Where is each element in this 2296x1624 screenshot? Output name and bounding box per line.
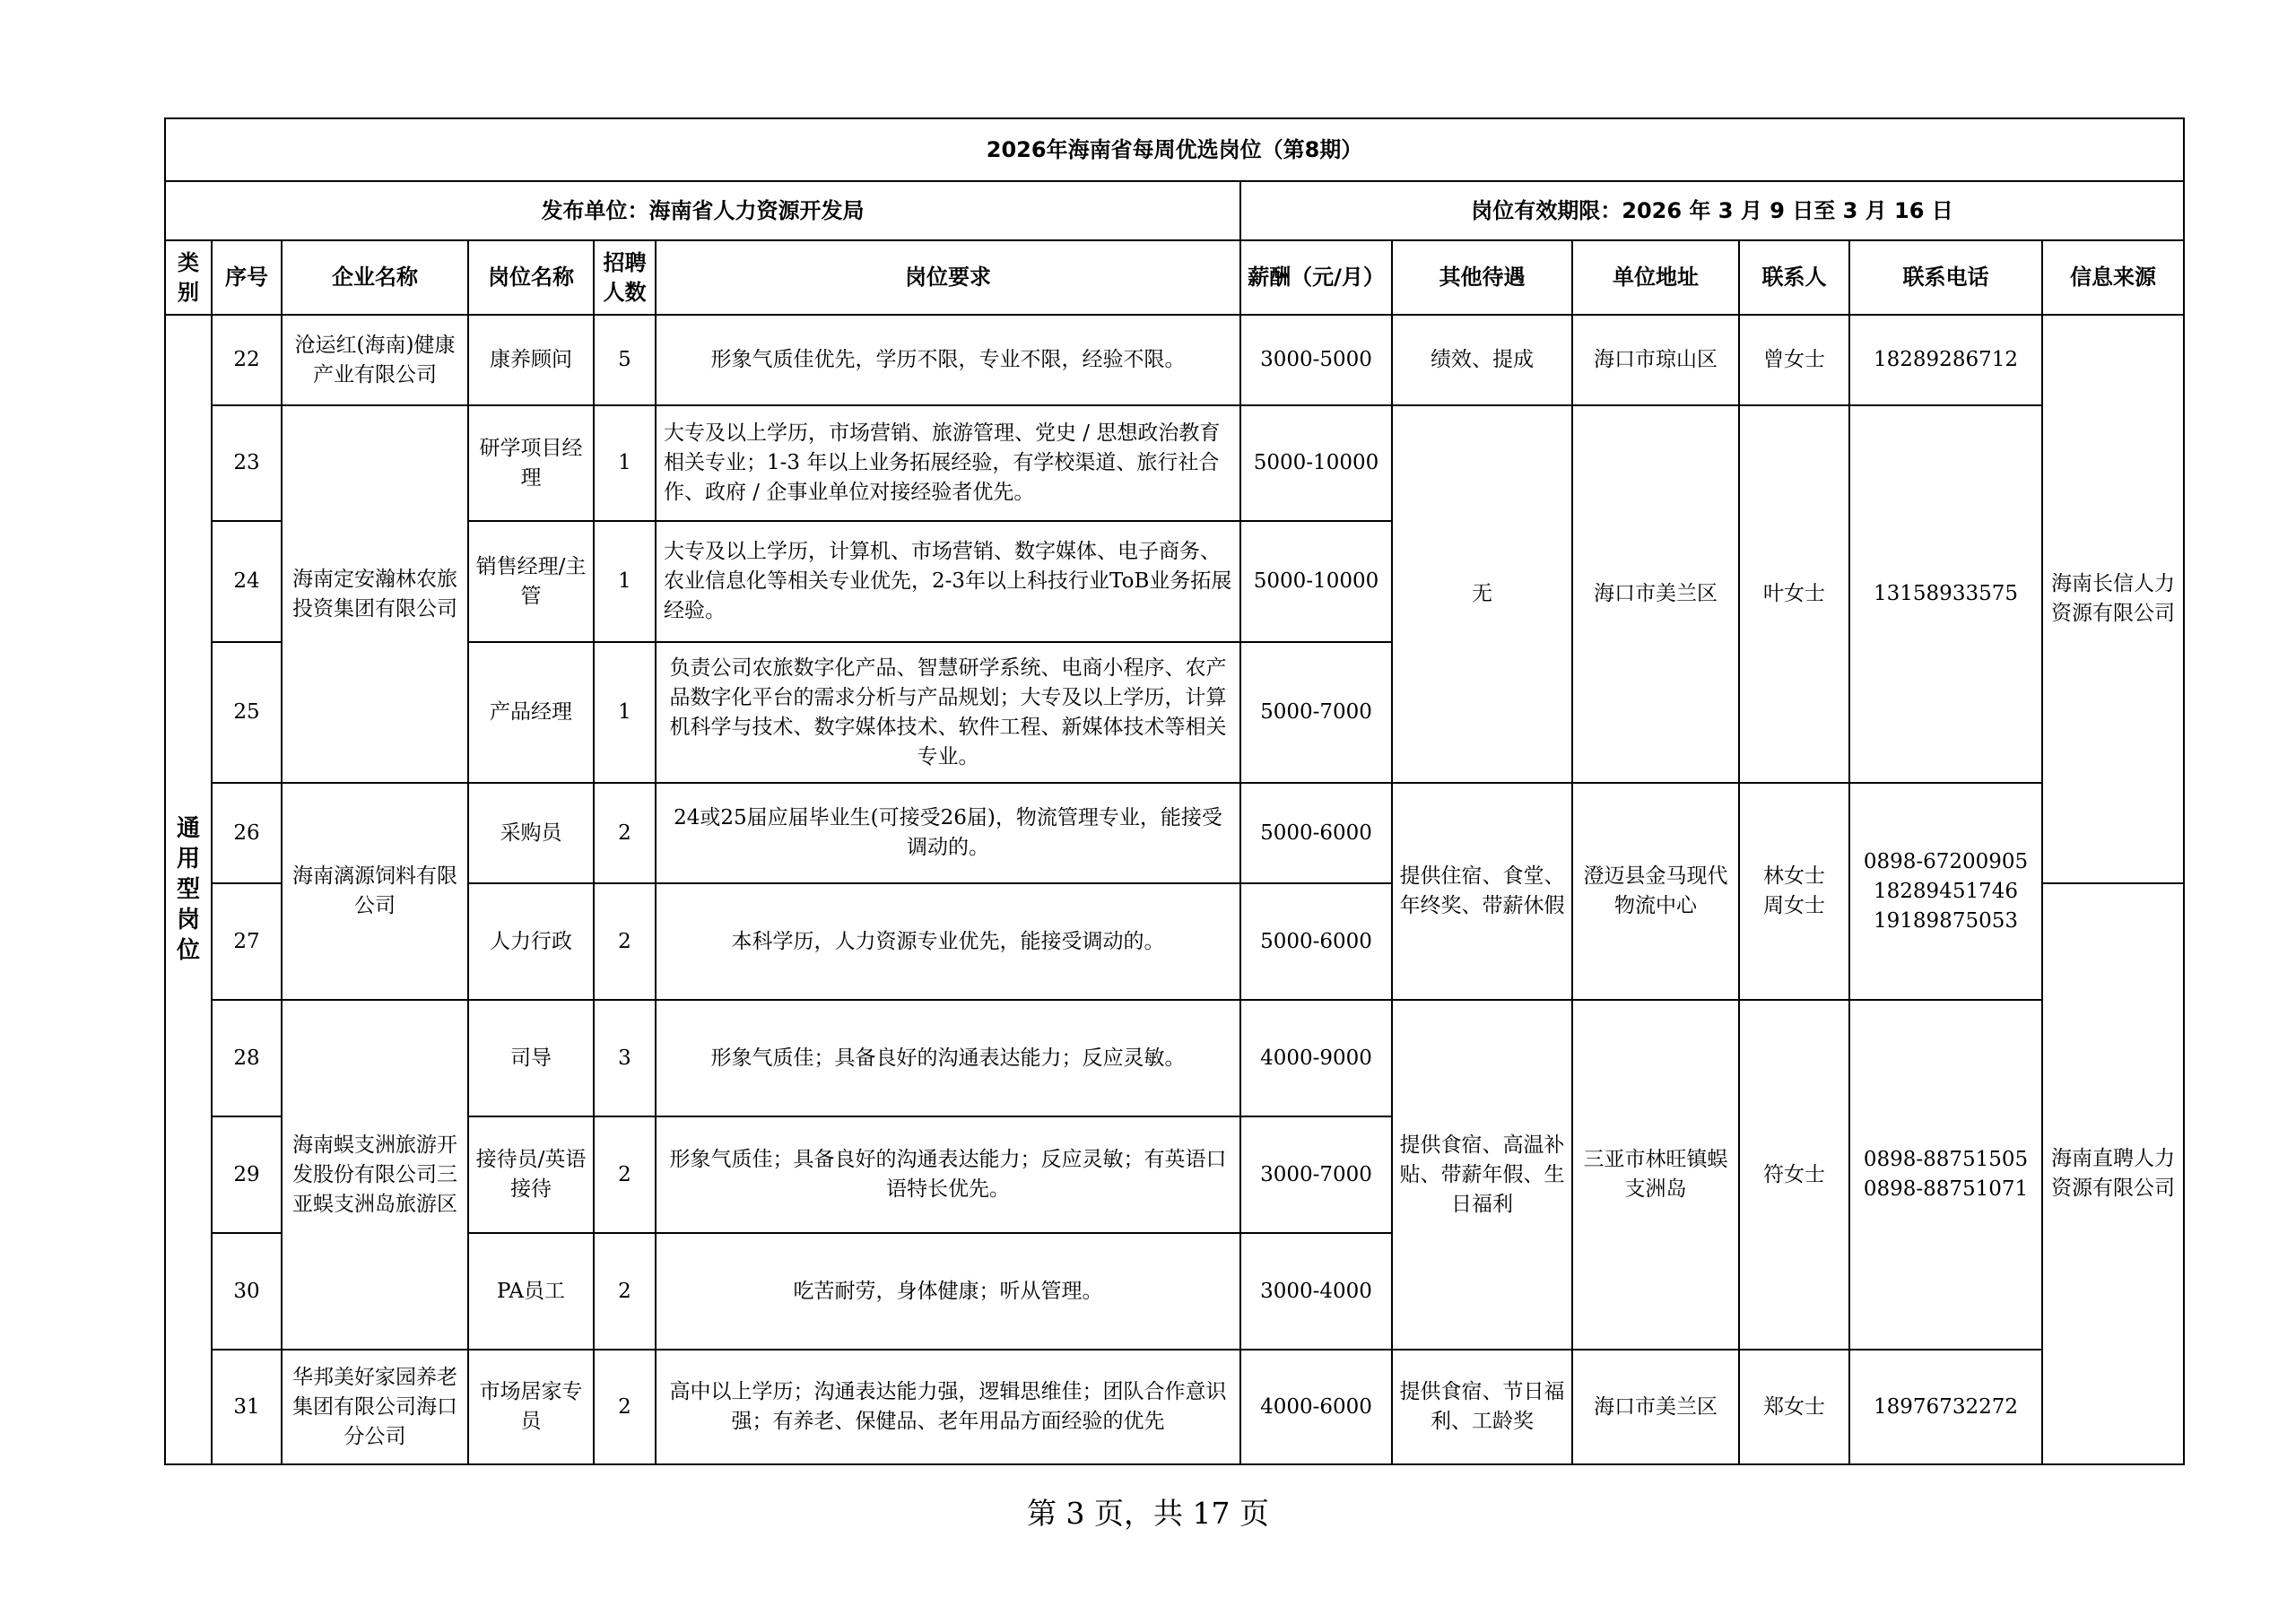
phone bbox=[1849, 1000, 2042, 1350]
position-name: PA员工 bbox=[468, 1233, 594, 1350]
requirements: 形象气质佳；具备良好的沟通表达能力；反应灵敏。 bbox=[656, 1000, 1240, 1116]
salary: 5000-10000 bbox=[1240, 521, 1392, 642]
hire-count: 2 bbox=[594, 1233, 656, 1350]
contact: 叶女士 bbox=[1739, 405, 1849, 783]
address: 澄迈县金马现代物流中心 bbox=[1572, 783, 1739, 1000]
table-row bbox=[165, 315, 2184, 405]
phone-1: 0898-67200905 bbox=[1863, 849, 2029, 873]
job-table bbox=[164, 117, 2185, 1465]
publisher-row bbox=[165, 181, 2184, 240]
address: 海口市琼山区 bbox=[1572, 315, 1739, 405]
company-name: 海南漓源饲料有限公司 bbox=[282, 783, 468, 1000]
row-index: 25 bbox=[212, 642, 282, 783]
company-name: 海南蜈支洲旅游开发股份有限公司三亚蜈支洲岛旅游区 bbox=[282, 1000, 468, 1350]
phone-2: 0898-88751071 bbox=[1863, 1177, 2029, 1201]
header-benefits: 其他待遇 bbox=[1392, 240, 1572, 315]
salary: 5000-6000 bbox=[1240, 883, 1392, 1000]
phone: 18289286712 bbox=[1849, 315, 2042, 405]
salary: 4000-6000 bbox=[1240, 1350, 1392, 1464]
info-source: 海南直聘人力资源有限公司 bbox=[2042, 883, 2184, 1464]
category-cell: 通用型岗位 bbox=[165, 315, 212, 1464]
benefits: 提供住宿、食堂、年终奖、带薪休假 bbox=[1392, 783, 1572, 1000]
benefits: 无 bbox=[1392, 405, 1572, 783]
row-index: 24 bbox=[212, 521, 282, 642]
header-contact: 联系人 bbox=[1739, 240, 1849, 315]
header-index: 序号 bbox=[212, 240, 282, 315]
requirements: 形象气质佳优先，学历不限，专业不限，经验不限。 bbox=[656, 315, 1240, 405]
phone bbox=[1849, 783, 2042, 1000]
hire-count: 2 bbox=[594, 783, 656, 883]
row-index: 28 bbox=[212, 1000, 282, 1116]
header-row bbox=[165, 240, 2184, 315]
row-index: 29 bbox=[212, 1116, 282, 1233]
table-row bbox=[165, 1000, 2184, 1116]
requirements: 大专及以上学历，市场营销、旅游管理、党史 / 思想政治教育相关专业；1-3 年以上业务拓展经验，有学校渠道、旅行社合作、政府 / 企事业单位对接经验者优先。 bbox=[656, 405, 1240, 521]
row-index: 27 bbox=[212, 883, 282, 1000]
contact bbox=[1739, 783, 1849, 1000]
company-name: 海南定安瀚林农旅投资集团有限公司 bbox=[282, 405, 468, 783]
hire-count: 1 bbox=[594, 405, 656, 521]
address: 海口市美兰区 bbox=[1572, 405, 1739, 783]
contact: 郑女士 bbox=[1739, 1350, 1849, 1464]
row-index: 26 bbox=[212, 783, 282, 883]
phone: 18976732272 bbox=[1849, 1350, 2042, 1464]
position-name: 研学项目经理 bbox=[468, 405, 594, 521]
requirements: 大专及以上学历，计算机、市场营销、数字媒体、电子商务、农业信息化等相关专业优先，2-3年以上科技行业ToB业务拓展经验。 bbox=[656, 521, 1240, 642]
header-salary: 薪酬（元/月） bbox=[1240, 240, 1392, 315]
contact-1: 林女士 bbox=[1763, 864, 1825, 888]
table-row bbox=[165, 783, 2184, 883]
hire-count: 3 bbox=[594, 1000, 656, 1116]
requirements: 形象气质佳；具备良好的沟通表达能力；反应灵敏；有英语口语特长优先。 bbox=[656, 1116, 1240, 1233]
position-name: 接待员/英语接待 bbox=[468, 1116, 594, 1233]
header-source: 信息来源 bbox=[2042, 240, 2184, 315]
header-company: 企业名称 bbox=[282, 240, 468, 315]
table-row bbox=[165, 1350, 2184, 1464]
salary: 5000-6000 bbox=[1240, 783, 1392, 883]
contact-2: 周女士 bbox=[1763, 894, 1825, 917]
hire-count: 2 bbox=[594, 1350, 656, 1464]
publisher: 发布单位：海南省人力资源开发局 bbox=[165, 181, 1240, 240]
benefits: 提供食宿、高温补贴、带薪年假、生日福利 bbox=[1392, 1000, 1572, 1350]
salary: 3000-4000 bbox=[1240, 1233, 1392, 1350]
benefits: 绩效、提成 bbox=[1392, 315, 1572, 405]
requirements: 24或25届应届毕业生(可接受26届)，物流管理专业，能接受调动的。 bbox=[656, 783, 1240, 883]
requirements: 高中以上学历；沟通表达能力强，逻辑思维佳；团队合作意识强；有养老、保健品、老年用品方面经验的优先 bbox=[656, 1350, 1240, 1464]
position-name: 市场居家专员 bbox=[468, 1350, 594, 1464]
header-requirements: 岗位要求 bbox=[656, 240, 1240, 315]
hire-count: 2 bbox=[594, 883, 656, 1000]
header-address: 单位地址 bbox=[1572, 240, 1739, 315]
table-row bbox=[165, 405, 2184, 521]
phone-3: 19189875053 bbox=[1874, 908, 2018, 933]
address: 海口市美兰区 bbox=[1572, 1350, 1739, 1464]
title-row bbox=[165, 118, 2184, 181]
position-name: 康养顾问 bbox=[468, 315, 594, 405]
requirements: 本科学历，人力资源专业优先，能接受调动的。 bbox=[656, 883, 1240, 1000]
salary: 4000-9000 bbox=[1240, 1000, 1392, 1116]
position-name: 人力行政 bbox=[468, 883, 594, 1000]
header-category: 类别 bbox=[165, 240, 212, 315]
row-index: 30 bbox=[212, 1233, 282, 1350]
company-name: 华邦美好家园养老集团有限公司海口分公司 bbox=[282, 1350, 468, 1464]
position-name: 产品经理 bbox=[468, 642, 594, 783]
salary: 5000-7000 bbox=[1240, 642, 1392, 783]
phone-1: 0898-88751505 bbox=[1863, 1148, 2029, 1171]
row-index: 23 bbox=[212, 405, 282, 521]
table-title: 2026年海南省每周优选岗位（第8期） bbox=[165, 118, 2184, 181]
position-name: 司导 bbox=[468, 1000, 594, 1116]
phone: 13158933575 bbox=[1849, 405, 2042, 783]
salary: 3000-7000 bbox=[1240, 1116, 1392, 1233]
benefits: 提供食宿、节日福利、工龄奖 bbox=[1392, 1350, 1572, 1464]
header-phone: 联系电话 bbox=[1849, 240, 2042, 315]
hire-count: 1 bbox=[594, 521, 656, 642]
hire-count: 2 bbox=[594, 1116, 656, 1233]
header-position: 岗位名称 bbox=[468, 240, 594, 315]
header-count: 招聘人数 bbox=[594, 240, 656, 315]
info-source: 海南长信人力资源有限公司 bbox=[2042, 315, 2184, 883]
company-name: 沧运红(海南)健康产业有限公司 bbox=[282, 315, 468, 405]
phone-2: 18289451746 bbox=[1874, 879, 2018, 903]
row-index: 22 bbox=[212, 315, 282, 405]
salary: 5000-10000 bbox=[1240, 405, 1392, 521]
salary: 3000-5000 bbox=[1240, 315, 1392, 405]
page-number: 第 3 页，共 17 页 bbox=[1027, 1496, 1269, 1531]
hire-count: 1 bbox=[594, 642, 656, 783]
requirements: 负责公司农旅数字化产品、智慧研学系统、电商小程序、农产品数字化平台的需求分析与产品规划；大专及以上学历，计算机科学与技术、数字媒体技术、软件工程、新媒体技术等相关专业。 bbox=[656, 642, 1240, 783]
validity-period: 岗位有效期限：2026 年 3 月 9 日至 3 月 16 日 bbox=[1240, 181, 2184, 240]
contact: 符女士 bbox=[1739, 1000, 1849, 1350]
position-name: 采购员 bbox=[468, 783, 594, 883]
hire-count: 5 bbox=[594, 315, 656, 405]
row-index: 31 bbox=[212, 1350, 282, 1464]
position-name: 销售经理/主管 bbox=[468, 521, 594, 642]
requirements: 吃苦耐劳，身体健康；听从管理。 bbox=[656, 1233, 1240, 1350]
address: 三亚市林旺镇蜈支洲岛 bbox=[1572, 1000, 1739, 1350]
contact: 曾女士 bbox=[1739, 315, 1849, 405]
